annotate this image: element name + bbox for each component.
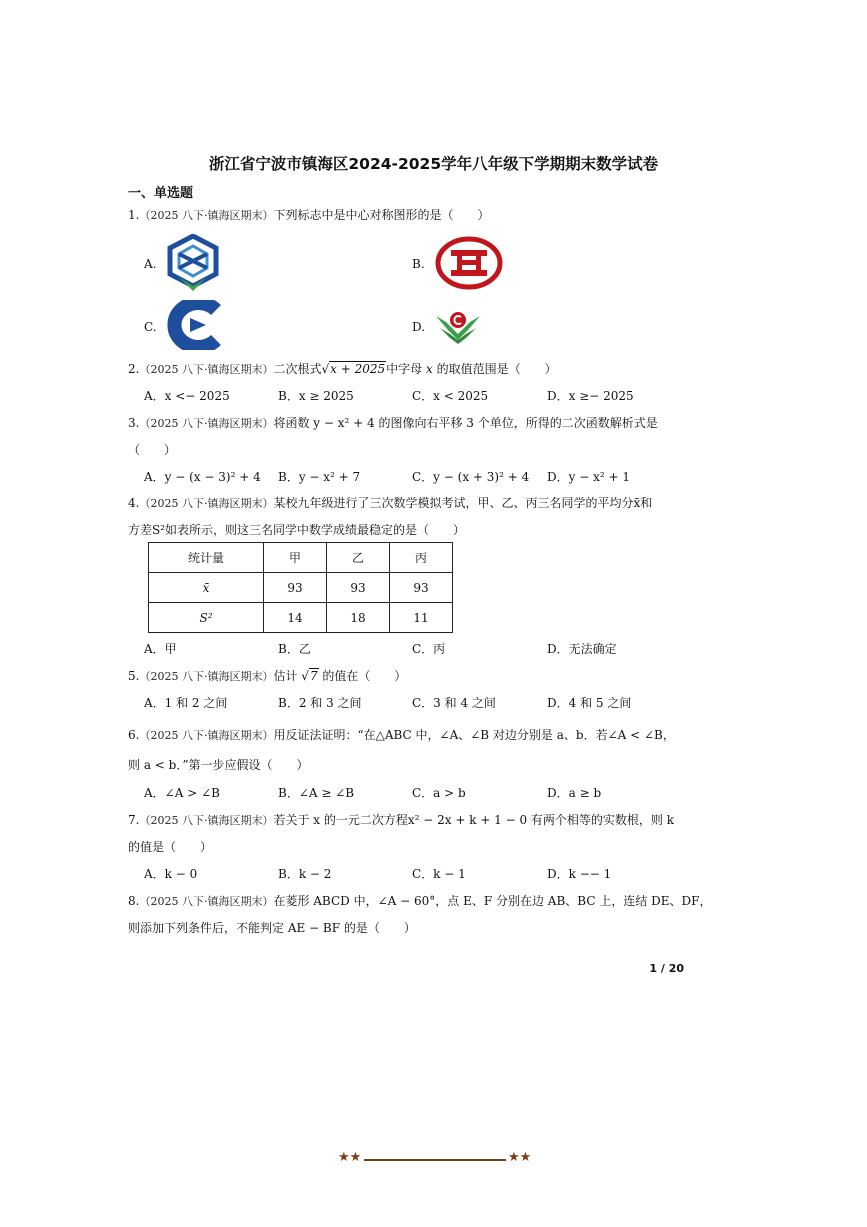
q7-option-a: A．k − 0 <box>144 867 198 881</box>
question-tag: （2025 八下·镇海区期末） <box>139 497 274 510</box>
q6-option-d: D．a ≥ b <box>547 786 602 800</box>
question-3-line-2: （ ） <box>128 443 177 457</box>
q6-option-a: A．∠A > ∠B <box>144 786 220 800</box>
q3-option-c: C．y − (x + 3)² + 4 <box>412 470 530 484</box>
question-number: 4. <box>128 496 140 510</box>
q7-option-d: D．k −− 1 <box>547 867 612 881</box>
q2-option-d: D．x ≥− 2025 <box>547 389 634 403</box>
page-title: 浙江省宁波市镇海区2024-2025学年八年级下学期期末数学试卷 <box>208 155 659 173</box>
table-row <box>149 573 453 603</box>
question-tag: （2025 八下·镇海区期末） <box>139 209 274 222</box>
q5-option-b: B．2 和 3 之间 <box>278 696 362 710</box>
option-a-label: A. <box>144 257 157 271</box>
question-text: 估计 <box>273 669 298 683</box>
page-number: 1 / 20 <box>649 962 684 975</box>
statistics-table <box>148 542 453 633</box>
question-text: 二次根式 <box>273 362 322 376</box>
question-text: 某校九年级进行了三次数学模拟考试，甲、乙、丙三名同学的平均分x̄和 <box>273 496 653 510</box>
question-tag: （2025 八下·镇海区期末） <box>139 814 274 827</box>
table-row <box>149 543 453 573</box>
q4-option-c: C．丙 <box>412 642 446 656</box>
q4-option-a: A．甲 <box>144 642 177 656</box>
option-c-label: C. <box>144 320 157 334</box>
table-header-cell: 甲 <box>264 543 327 573</box>
table-cell: 93 <box>264 573 327 603</box>
q3-option-b: B．y − x² + 7 <box>278 470 361 484</box>
option-d-label: D. <box>412 320 426 334</box>
q2-option-a: A．x <− 2025 <box>144 389 230 403</box>
footer-decoration <box>338 1150 530 1170</box>
star-icon: ★★ <box>338 1150 362 1165</box>
table-header-cell: 丙 <box>390 543 453 573</box>
question-tag: （2025 八下·镇海区期末） <box>139 417 274 430</box>
q4-option-d: D．无法确定 <box>547 642 617 656</box>
table-cell: S² <box>149 603 264 633</box>
q3-option-a: A．y − (x − 3)² + 4 <box>144 470 261 484</box>
q3-option-d: D．y − x² + 1 <box>547 470 630 484</box>
c-shape-logo-icon <box>166 300 224 350</box>
credit-union-logo-icon <box>434 308 482 346</box>
table-cell: 93 <box>390 573 453 603</box>
question-text: 在菱形 ABCD 中，∠A − 60°，点 E、F 分别在边 AB、BC 上，连结 DE、DF， <box>273 894 712 908</box>
star-icon: ★★ <box>508 1150 532 1165</box>
question-tag: （2025 八下·镇海区期末） <box>139 363 274 376</box>
question-7 <box>128 811 674 828</box>
radicand: x + 2025 <box>330 362 386 376</box>
q2-option-b: B．x ≥ 2025 <box>278 389 354 403</box>
q5-option-c: C．3 和 4 之间 <box>412 696 496 710</box>
question-number: 1. <box>128 208 140 222</box>
q5-option-d: D．4 和 5 之间 <box>547 696 632 710</box>
question-4 <box>128 494 652 511</box>
q7-option-b: B．k − 2 <box>278 867 332 881</box>
question-6 <box>128 726 675 743</box>
table-cell: x̄ <box>149 573 264 603</box>
q5-option-a: A．1 和 2 之间 <box>144 696 228 710</box>
question-text: 中字母 <box>386 362 423 376</box>
radicand: 7 <box>309 669 318 683</box>
q6-option-b: B．∠A ≥ ∠B <box>278 786 355 800</box>
variable: x <box>425 362 433 376</box>
q2-option-c: C．x < 2025 <box>412 389 489 403</box>
question-6-line-2: 则 a < b．”第一步应假设（ ） <box>128 758 309 772</box>
question-5: 5.（2025 八下·镇海区期末）估计 √7 的值在（ ） <box>128 669 407 683</box>
question-tag: （2025 八下·镇海区期末） <box>139 895 274 908</box>
q6-option-c: C．a > b <box>412 786 466 800</box>
question-4-line-2: 方差S²如表所示，则这三名同学中数学成绩最稳定的是（ ） <box>128 523 466 537</box>
option-b-label: B. <box>412 257 425 271</box>
q4-option-b: B．乙 <box>278 642 311 656</box>
question-8 <box>128 892 711 909</box>
section-heading: 一、单选题 <box>128 186 194 201</box>
question-8-line-2: 则添加下列条件后，不能判定 AE − BF 的是（ ） <box>128 921 416 935</box>
question-2: 2.（2025 八下·镇海区期末）二次根式√x + 2025中字母 x 的取值范围是（ ） <box>128 362 557 376</box>
bank-seal-logo-icon <box>435 236 503 290</box>
question-1 <box>128 206 489 223</box>
table-row <box>149 603 453 633</box>
table-cell: 14 <box>264 603 327 633</box>
question-number: 6. <box>128 728 140 742</box>
question-number: 8. <box>128 894 140 908</box>
question-3 <box>128 414 658 431</box>
question-tag: （2025 八下·镇海区期末） <box>139 729 274 742</box>
question-text: 的取值范围是（ ） <box>436 362 557 376</box>
question-text: 将函数 y − x² + 4 的图像向右平移 3 个单位，所得的二次函数解析式是 <box>273 416 658 430</box>
table-cell: 93 <box>327 573 390 603</box>
table-header-cell: 乙 <box>327 543 390 573</box>
question-number: 2. <box>128 362 140 376</box>
table-cell: 11 <box>390 603 453 633</box>
question-number: 3. <box>128 416 140 430</box>
question-text: 下列标志中是中心对称图形的是（ ） <box>273 208 490 222</box>
question-text: 用反证法证明：“在△ABC 中，∠A、∠B 对边分别是 a、b．若∠A < ∠B， <box>273 728 675 742</box>
footer-line <box>364 1159 506 1161</box>
table-header-cell: 统计量 <box>149 543 264 573</box>
question-number: 5. <box>128 669 140 683</box>
question-7-line-2: 的值是（ ） <box>128 840 213 854</box>
question-text: 若关于 x 的一元二次方程x² − 2x + k + 1 − 0 有两个相等的实数根，则 k <box>273 813 675 827</box>
q7-option-c: C．k − 1 <box>412 867 466 881</box>
question-text: 的值在（ ） <box>322 669 407 683</box>
question-tag: （2025 八下·镇海区期末） <box>139 670 274 683</box>
question-number: 7. <box>128 813 140 827</box>
hexagon-logo-icon <box>166 234 220 292</box>
table-cell: 18 <box>327 603 390 633</box>
